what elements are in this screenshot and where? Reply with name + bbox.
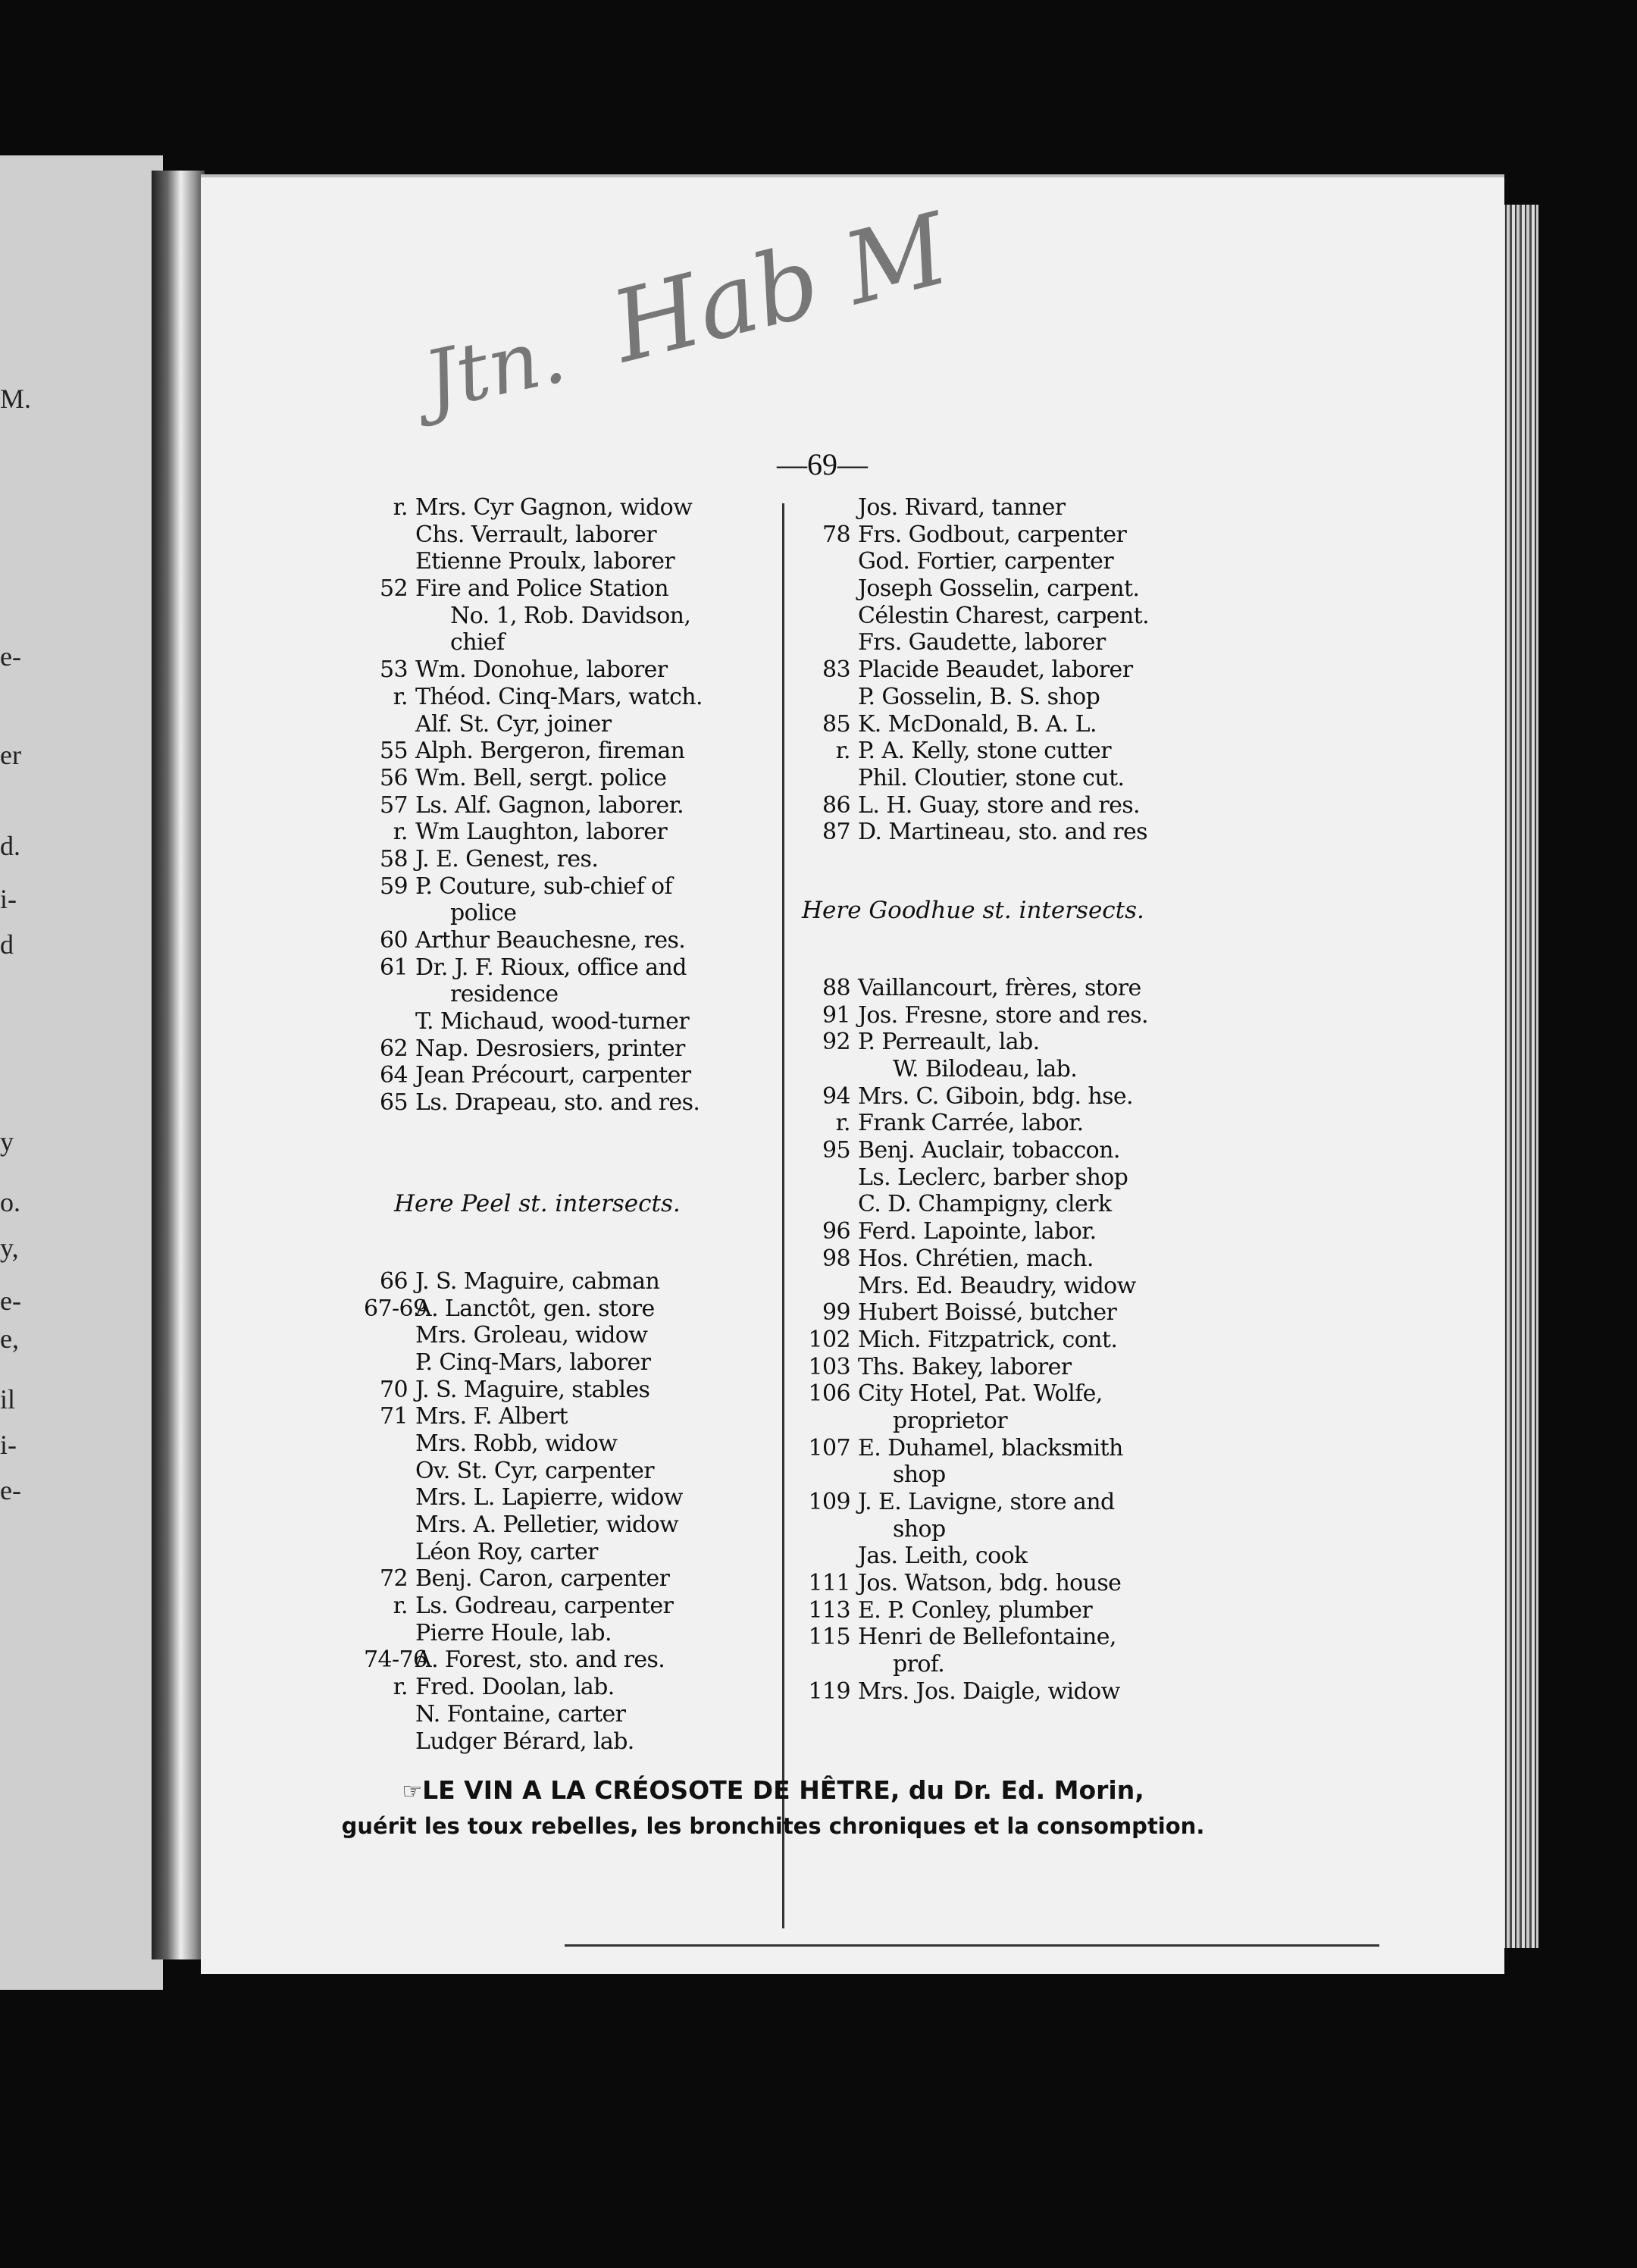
directory-entry	[364, 819, 762, 846]
house-number: 61	[380, 954, 408, 981]
house-number	[796, 1543, 858, 1570]
resident-entry: Arthur Beauchesne, res.	[415, 927, 686, 954]
resident-entry: Mich. Fitzpatrick, cont.	[858, 1326, 1118, 1353]
resident-entry: Ov. St. Cyr, carpenter	[415, 1457, 655, 1484]
resident-entry: Jean Précourt, carpenter	[415, 1062, 691, 1089]
resident-entry: P. Couture, sub-chief of	[415, 872, 672, 900]
resident-entry: P. Perreault, lab.	[858, 1029, 1040, 1056]
house-number	[364, 1349, 415, 1377]
directory-entry	[796, 1516, 1425, 1543]
resident-entry: Jas. Leith, cook	[858, 1543, 1028, 1570]
resident-entry: Jos. Watson, bdg. house	[858, 1570, 1122, 1597]
house-number: 58	[380, 845, 408, 872]
house-number: 106	[808, 1380, 850, 1408]
resident-entry: J. E. Lavigne, store and	[858, 1489, 1115, 1515]
resident-entry: Phil. Cloutier, stone cut.	[858, 764, 1125, 791]
directory-entry	[364, 575, 762, 603]
house-number	[364, 900, 415, 927]
directory-entry	[796, 1083, 1425, 1111]
house-number	[796, 765, 858, 792]
resident-entry: Mrs. C. Giboin, bdg. hse.	[858, 1082, 1133, 1110]
street-intersection-note: Here Goodhue st. intersects.	[802, 896, 1144, 924]
resident-entry: P. Cinq-Mars, laborer	[415, 1349, 651, 1376]
house-number	[364, 1322, 415, 1349]
house-number: 72	[380, 1565, 408, 1593]
resident-entry: D. Martineau, sto. and res	[858, 819, 1147, 846]
directory-entry	[364, 603, 762, 630]
resident-entry: Placide Beaudet, laborer	[858, 656, 1133, 684]
house-number: 74-76	[364, 1646, 427, 1674]
resident-entry: Benj. Auclair, tobaccon.	[858, 1137, 1120, 1164]
house-number: 107	[808, 1434, 850, 1461]
resident-entry: Fire and Police Station	[415, 575, 669, 603]
resident-entry: Joseph Gosselin, carpent.	[858, 575, 1140, 603]
directory-entry	[364, 1511, 762, 1539]
resident-entry: E. P. Conley, plumber	[858, 1596, 1093, 1624]
directory-entry	[796, 1651, 1425, 1678]
street-intersection-note: Here Peel st. intersects.	[394, 1189, 681, 1217]
house-number: r.	[393, 1674, 408, 1701]
resident-entry: Théod. Cinq-Mars, watch.	[415, 683, 703, 710]
directory-entry	[364, 765, 762, 792]
handwritten-note: Hab M	[601, 191, 959, 385]
directory-entry	[364, 1728, 762, 1756]
resident-entry: Célestin Charest, carpent.	[858, 602, 1150, 629]
directory-entry	[796, 1164, 1425, 1192]
directory-entry	[796, 1570, 1425, 1597]
house-number	[364, 1511, 415, 1539]
directory-entry	[364, 927, 762, 954]
house-number: 56	[380, 764, 408, 791]
directory-entry	[364, 1701, 762, 1728]
resident-entry: J. S. Maguire, stables	[415, 1376, 650, 1403]
house-number: 71	[380, 1403, 408, 1430]
resident-entry: Léon Roy, carter	[415, 1538, 598, 1565]
house-number: 53	[380, 656, 408, 684]
house-number	[796, 1191, 858, 1218]
house-number: 88	[822, 974, 850, 1001]
house-number	[796, 1651, 858, 1678]
directory-entry	[796, 711, 1425, 738]
resident-entry: Wm. Bell, sergt. police	[415, 764, 667, 791]
directory-entry	[796, 629, 1425, 656]
resident-entry: Henri de Bellefontaine,	[858, 1624, 1116, 1651]
resident-entry: chief	[450, 629, 505, 656]
house-number: 87	[822, 819, 850, 846]
resident-entry: Pierre Houle, lab.	[415, 1619, 612, 1646]
resident-entry: Fred. Doolan, lab.	[415, 1674, 615, 1701]
directory-entry	[796, 494, 1425, 522]
directory-entry	[796, 603, 1425, 630]
directory-entry	[364, 1322, 762, 1349]
resident-entry: Alph. Bergeron, fireman	[415, 738, 685, 765]
resident-entry: Alf. St. Cyr, joiner	[415, 710, 612, 738]
house-number: 52	[380, 575, 408, 603]
page-number: —69—	[777, 447, 868, 481]
spacer	[796, 937, 1425, 975]
resident-entry: Mrs. A. Pelletier, widow	[415, 1511, 679, 1538]
house-number	[364, 1620, 415, 1647]
resident-entry: J. E. Genest, res.	[415, 845, 599, 872]
directory-entry	[796, 1408, 1425, 1435]
resident-entry: Mrs. Ed. Beaudry, widow	[858, 1272, 1136, 1299]
directory-entry	[796, 1543, 1425, 1570]
facing-page-fragment: e-	[0, 641, 21, 672]
facing-page-fragment: o.	[0, 1187, 20, 1217]
resident-entry: A. Lanctôt, gen. store	[415, 1295, 655, 1322]
directory-entry	[364, 1646, 762, 1674]
directory-entry	[364, 900, 762, 927]
directory-entry	[364, 1377, 762, 1404]
house-number: 96	[822, 1218, 850, 1245]
directory-entry	[796, 1489, 1425, 1516]
house-number	[796, 548, 858, 575]
resident-entry: Ls. Alf. Gagnon, laborer.	[415, 791, 684, 819]
directory-entry	[364, 1062, 762, 1089]
resident-entry: Ls. Drapeau, sto. and res.	[415, 1089, 700, 1117]
resident-entry: No. 1, Rob. Davidson,	[450, 602, 691, 629]
house-number	[364, 1701, 415, 1728]
directory-entry	[796, 1380, 1425, 1408]
house-number: 65	[380, 1089, 408, 1117]
directory-entry	[796, 765, 1425, 792]
house-number: 64	[380, 1062, 408, 1089]
resident-entry: Mrs. Robb, widow	[415, 1430, 618, 1457]
advertisement-headline: LE VIN A LA CRÉOSOTE DE HÊTRE, du Dr. Ed. Morin,	[422, 1775, 1144, 1805]
resident-entry: City Hotel, Pat. Wolfe,	[858, 1380, 1103, 1408]
resident-entry: Mrs. Groleau, widow	[415, 1322, 648, 1349]
directory-entry	[796, 1273, 1425, 1300]
facing-page-fragment: e-	[0, 1475, 21, 1505]
facing-page-fragment: M.	[0, 384, 32, 414]
house-number	[796, 1273, 858, 1300]
directory-entry	[364, 1295, 762, 1323]
directory-entry	[364, 738, 762, 765]
directory-entry	[796, 975, 1425, 1002]
directory-entry	[796, 1110, 1425, 1137]
house-number: 92	[822, 1029, 850, 1056]
resident-entry: Vaillancourt, frères, store	[858, 974, 1141, 1001]
house-number: r.	[393, 1593, 408, 1620]
house-number	[796, 1056, 858, 1083]
resident-entry: P. A. Kelly, stone cutter	[858, 738, 1111, 765]
resident-entry: A. Forest, sto. and res.	[415, 1646, 665, 1674]
resident-entry: Jos. Fresne, store and res.	[858, 1001, 1148, 1029]
directory-entry	[364, 981, 762, 1008]
resident-entry: God. Fortier, carpenter	[858, 548, 1114, 575]
left-column	[364, 494, 762, 1755]
house-number	[364, 711, 415, 738]
resident-entry: W. Bilodeau, lab.	[893, 1056, 1078, 1082]
house-number	[364, 1539, 415, 1566]
directory-entry	[364, 656, 762, 684]
directory-entry	[796, 1435, 1425, 1462]
resident-entry: Frs. Godbout, carpenter	[858, 521, 1127, 548]
resident-entry: Benj. Caron, carpenter	[415, 1565, 670, 1593]
house-number: 115	[808, 1624, 850, 1651]
directory-entry	[364, 684, 762, 711]
directory-entry	[796, 819, 1425, 846]
directory-entry	[796, 548, 1425, 575]
directory-entry	[364, 954, 762, 982]
house-number: 111	[808, 1570, 850, 1597]
directory-entry	[364, 1539, 762, 1566]
directory-entry	[364, 1349, 762, 1377]
house-number	[364, 1728, 415, 1756]
resident-entry: Hubert Boissé, butcher	[858, 1299, 1117, 1327]
directory-entry	[796, 1218, 1425, 1245]
resident-entry: J. S. Maguire, cabman	[415, 1267, 660, 1295]
directory-entry	[796, 1597, 1425, 1624]
resident-entry: Frank Carrée, labor.	[858, 1110, 1084, 1137]
resident-entry: Chs. Verrault, laborer	[415, 521, 657, 548]
house-number: r.	[393, 683, 408, 710]
house-number	[796, 1461, 858, 1489]
house-number	[796, 1164, 858, 1192]
directory-entry	[796, 656, 1425, 684]
resident-entry: Ths. Bakey, laborer	[858, 1353, 1072, 1380]
resident-entry: C. D. Champigny, clerk	[858, 1191, 1112, 1218]
directory-entry	[796, 1327, 1425, 1354]
resident-entry: K. McDonald, B. A. L.	[858, 710, 1097, 738]
book-gutter	[152, 171, 205, 1959]
resident-entry: Ludger Bérard, lab.	[415, 1728, 634, 1755]
directory-entry	[796, 1299, 1425, 1327]
resident-entry: police	[450, 900, 517, 927]
house-number: 86	[822, 791, 850, 819]
facing-page-fragment: il	[0, 1384, 16, 1414]
resident-entry: Dr. J. F. Rioux, office and	[415, 954, 687, 981]
spacer	[364, 1117, 762, 1177]
resident-entry: L. H. Guay, store and res.	[858, 791, 1140, 819]
directory-entry	[796, 792, 1425, 819]
directory-entry	[364, 522, 762, 549]
house-number: 70	[380, 1376, 408, 1403]
resident-entry: T. Michaud, wood-turner	[415, 1008, 690, 1035]
house-number	[364, 981, 415, 1008]
house-number	[796, 1516, 858, 1543]
directory-entry	[364, 629, 762, 656]
facing-page-fragment: i-	[0, 884, 17, 914]
directory-entry	[364, 711, 762, 738]
directory-entry	[364, 494, 762, 522]
column-divider	[782, 503, 784, 1928]
house-number: 102	[808, 1326, 850, 1353]
house-number: 113	[808, 1596, 850, 1624]
directory-entry	[796, 1678, 1425, 1706]
house-number: 119	[808, 1678, 850, 1705]
directory-entry	[364, 1674, 762, 1701]
directory-entry	[796, 1354, 1425, 1381]
house-number: 60	[380, 927, 408, 954]
house-number	[364, 522, 415, 549]
resident-entry: Mrs. Cyr Gagnon, widow	[415, 494, 693, 521]
pointing-hand-icon: ☞	[402, 1778, 423, 1805]
house-number	[796, 603, 858, 630]
house-number: 109	[808, 1489, 850, 1515]
directory-entry	[364, 1430, 762, 1458]
directory-page	[201, 174, 1504, 1974]
facing-page-fragment: i-	[0, 1430, 17, 1460]
house-number	[364, 629, 415, 656]
house-number: 55	[380, 738, 408, 765]
directory-entry	[364, 1484, 762, 1511]
directory-entry	[364, 1035, 762, 1063]
resident-entry: Jos. Rivard, tanner	[858, 494, 1066, 521]
directory-entry	[796, 738, 1425, 765]
house-number: 95	[822, 1137, 850, 1164]
directory-entry	[364, 1403, 762, 1430]
directory-entry	[364, 1565, 762, 1593]
house-number	[796, 494, 858, 522]
house-number	[796, 629, 858, 656]
resident-entry: P. Gosselin, B. S. shop	[858, 683, 1100, 710]
spacer	[796, 846, 1425, 884]
house-number	[796, 1408, 858, 1435]
facing-page-fragment: d.	[0, 831, 20, 861]
directory-entry	[796, 1624, 1425, 1651]
directory-entry	[796, 1191, 1425, 1218]
resident-entry: residence	[450, 981, 559, 1008]
directory-entry	[796, 1002, 1425, 1029]
directory-entry	[364, 1620, 762, 1647]
house-number: 98	[822, 1245, 850, 1272]
directory-entry	[364, 1008, 762, 1035]
directory-entry	[796, 522, 1425, 549]
directory-entry	[364, 792, 762, 819]
resident-entry: Etienne Proulx, laborer	[415, 548, 675, 575]
resident-entry: Hos. Chrétien, mach.	[858, 1245, 1094, 1272]
facing-page-fragment: e-	[0, 1286, 21, 1316]
directory-entry	[796, 1461, 1425, 1489]
house-number: 94	[822, 1082, 850, 1110]
house-number: 85	[822, 710, 850, 738]
house-number: 66	[380, 1267, 408, 1295]
facing-page-fragment: e,	[0, 1324, 19, 1354]
resident-entry: Ferd. Lapointe, labor.	[858, 1218, 1097, 1245]
facing-page-fragment: er	[0, 740, 21, 770]
house-number	[364, 1484, 415, 1511]
house-number: 62	[380, 1035, 408, 1062]
house-number: 83	[822, 656, 850, 684]
left-facing-page	[0, 155, 163, 1990]
right-column	[796, 494, 1425, 1706]
house-number	[796, 684, 858, 711]
resident-entry: proprietor	[893, 1407, 1007, 1434]
house-number: 99	[822, 1299, 850, 1327]
directory-entry	[364, 1268, 762, 1295]
resident-entry: Frs. Gaudette, laborer	[858, 629, 1106, 656]
directory-entry	[796, 575, 1425, 603]
facing-page-fragment: y,	[0, 1233, 19, 1263]
house-number: 67-69	[364, 1295, 427, 1322]
directory-entry	[796, 1245, 1425, 1273]
directory-entry	[364, 846, 762, 873]
directory-entry	[796, 684, 1425, 711]
house-number	[364, 1458, 415, 1485]
resident-entry: Wm. Donohue, laborer	[415, 656, 668, 684]
resident-entry: N. Fontaine, carter	[415, 1700, 626, 1728]
house-number: r.	[393, 494, 408, 521]
resident-entry: Ls. Leclerc, barber shop	[858, 1164, 1128, 1191]
resident-entry: Mrs. L. Lapierre, widow	[415, 1484, 683, 1511]
resident-entry: Mrs. Jos. Daigle, widow	[858, 1678, 1120, 1705]
resident-entry: E. Duhamel, blacksmith	[858, 1434, 1123, 1461]
resident-entry: Nap. Desrosiers, printer	[415, 1035, 685, 1062]
facing-page-fragment: d	[0, 929, 14, 960]
footer-rule	[565, 1944, 1379, 1947]
advertisement-line-2: guérit les toux rebelles, les bronchites chroniques et la consomption.	[341, 1813, 1205, 1839]
directory-entry	[364, 1089, 762, 1117]
directory-entry	[364, 873, 762, 901]
house-number	[364, 548, 415, 575]
house-number	[364, 603, 415, 630]
house-number: r.	[835, 1110, 850, 1137]
resident-entry: Wm Laughton, laborer	[415, 819, 668, 846]
resident-entry: prof.	[893, 1651, 945, 1678]
spacer	[364, 1230, 762, 1268]
house-number	[364, 1430, 415, 1458]
directory-entry	[796, 1029, 1425, 1056]
directory-entry	[364, 1593, 762, 1620]
facing-page-fragment: y	[0, 1126, 14, 1157]
directory-entry	[364, 548, 762, 575]
house-number	[364, 1008, 415, 1035]
resident-entry: Mrs. F. Albert	[415, 1403, 568, 1430]
handwritten-note: Jtn.	[416, 308, 573, 428]
house-number: 91	[822, 1001, 850, 1029]
house-number: 57	[380, 791, 408, 819]
directory-entry	[796, 1137, 1425, 1164]
house-number	[796, 575, 858, 603]
house-number: 78	[822, 521, 850, 548]
house-number: r.	[835, 738, 850, 765]
house-number: r.	[393, 819, 408, 846]
directory-entry	[364, 1458, 762, 1485]
resident-entry: shop	[893, 1461, 946, 1489]
house-number: 59	[380, 872, 408, 900]
house-number: 103	[808, 1353, 850, 1380]
advertisement-line-1	[318, 1775, 1228, 1805]
resident-entry: shop	[893, 1515, 946, 1543]
directory-entry	[796, 1056, 1425, 1083]
resident-entry: Ls. Godreau, carpenter	[415, 1593, 674, 1620]
